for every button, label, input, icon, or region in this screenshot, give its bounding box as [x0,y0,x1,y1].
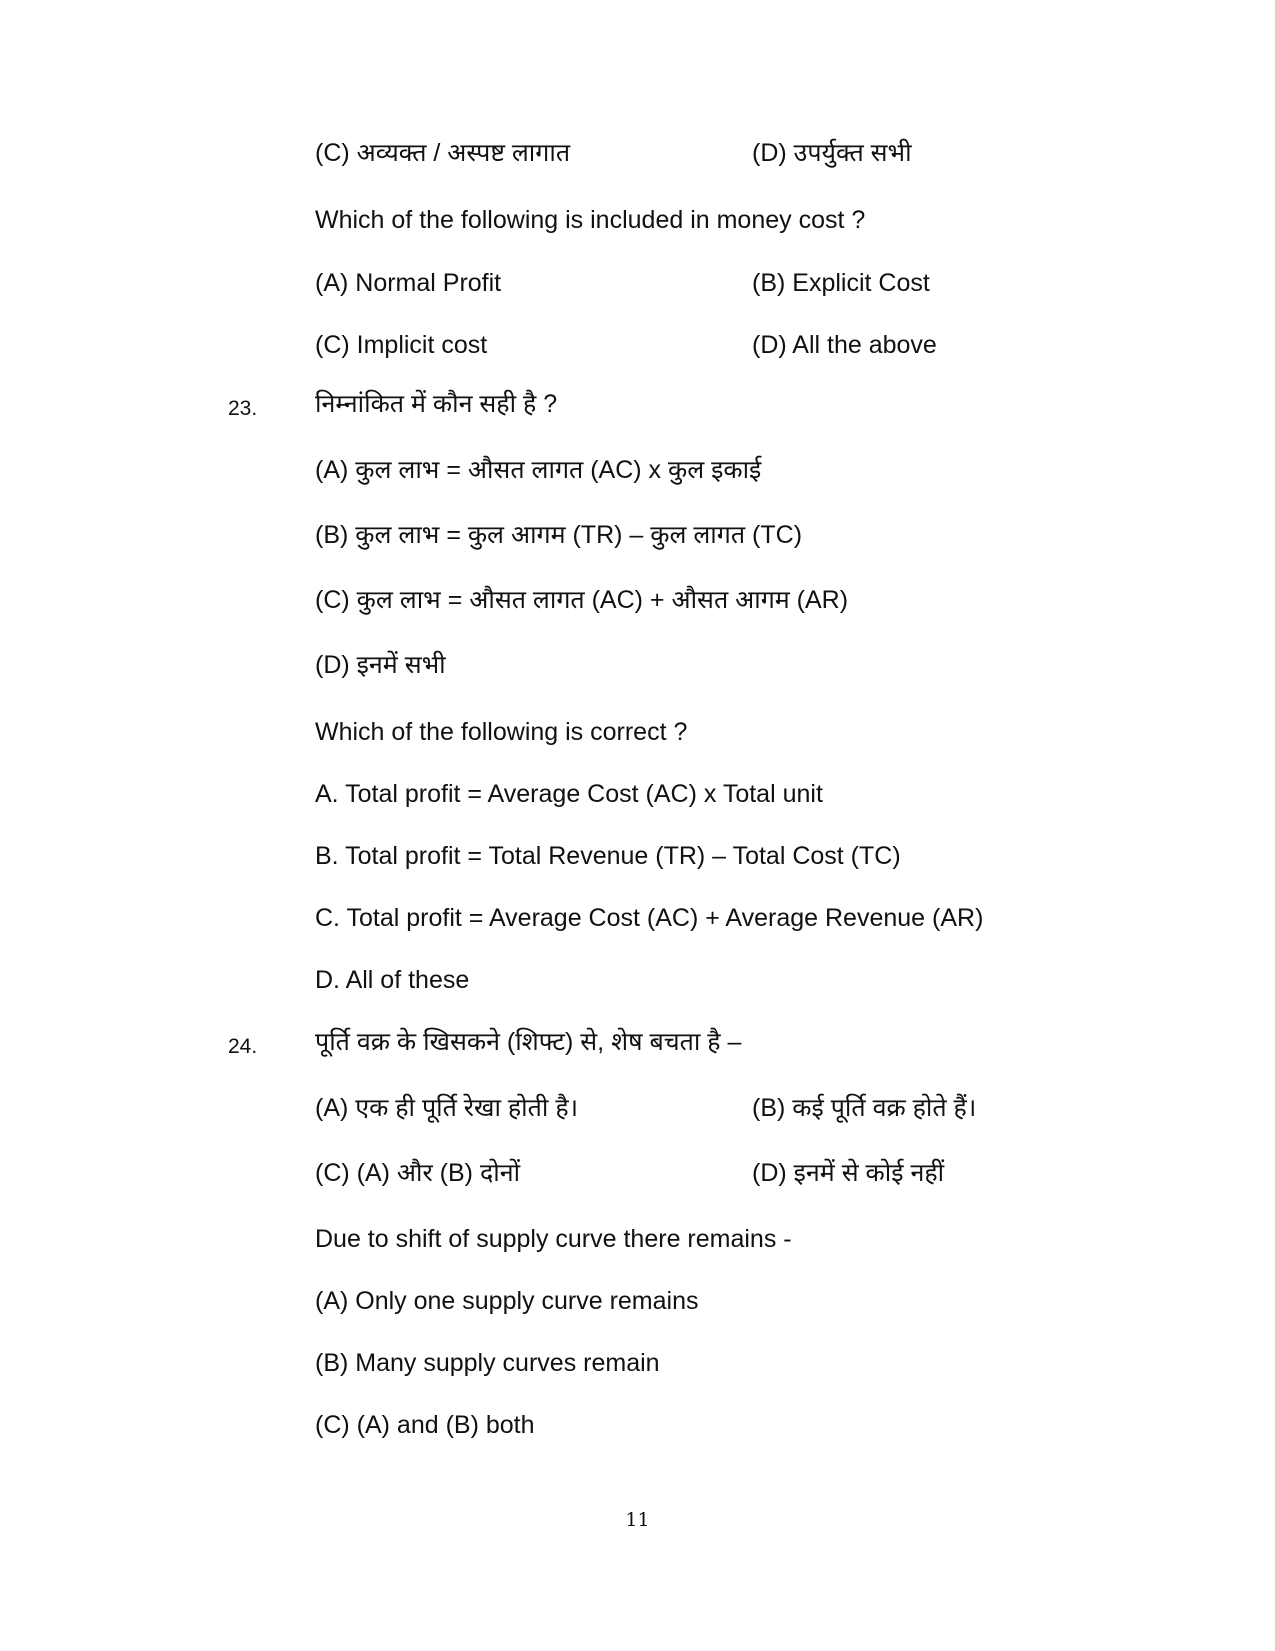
q24-english-option-c: (C) (A) and (B) both [315,1411,535,1439]
page-number: 11 [625,1509,650,1531]
q24-hindi-option-c: (C) (A) और (B) दोनों [315,1159,521,1187]
q24-english-option-b: (B) Many supply curves remain [315,1349,660,1377]
q23-hindi-option-d: (D) इनमें सभी [315,651,446,679]
q22-english-option-a: (A) Normal Profit [315,269,502,297]
q22-english-option-b: (B) Explicit Cost [752,269,930,297]
q23-hindi-option-b: (B) कुल लाभ = कुल आगम (TR) – कुल लागत (TC) [315,521,803,549]
q22-english-option-d: (D) All the above [752,331,937,359]
q22-hindi-option-c: (C) अव्यक्त / अस्पष्ट लागात [315,139,571,167]
q22-hindi-option-d: (D) उपर्युक्त सभी [752,139,912,167]
q23-english-option-a: A. Total profit = Average Cost (AC) x Total unit [315,780,823,808]
q24-english-question: Due to shift of supply curve there remains - [315,1225,792,1253]
q24-english-option-a: (A) Only one supply curve remains [315,1287,699,1315]
q23-english-option-d: D. All of these [315,966,470,994]
q23-hindi-question: निम्नांकित में कौन सही है ? [315,390,558,418]
q23-english-option-c: C. Total profit = Average Cost (AC) + Average Revenue (AR) [315,904,984,932]
q24-hindi-question: पूर्ति वक्र के खिसकने (शिफ्ट) से, शेष बचता है – [315,1028,742,1056]
question-number-23: 23. [228,397,258,420]
q23-hindi-option-c: (C) कुल लाभ = औसत लागत (AC) + औसत आगम (AR) [315,586,849,614]
q23-english-question: Which of the following is correct ? [315,718,688,746]
q23-english-option-b: B. Total profit = Total Revenue (TR) – Total Cost (TC) [315,842,901,870]
q22-english-question: Which of the following is included in money cost ? [315,206,866,234]
q24-hindi-option-d: (D) इनमें से कोई नहीं [752,1159,945,1187]
q24-hindi-option-b: (B) कई पूर्ति वक्र होते हैं। [752,1094,977,1122]
q23-hindi-option-a: (A) कुल लाभ = औसत लागत (AC) x कुल इकाई [315,456,762,484]
q24-hindi-option-a: (A) एक ही पूर्ति रेखा होती है। [315,1094,579,1122]
q22-english-option-c: (C) Implicit cost [315,331,488,359]
question-number-24: 24. [228,1035,258,1058]
